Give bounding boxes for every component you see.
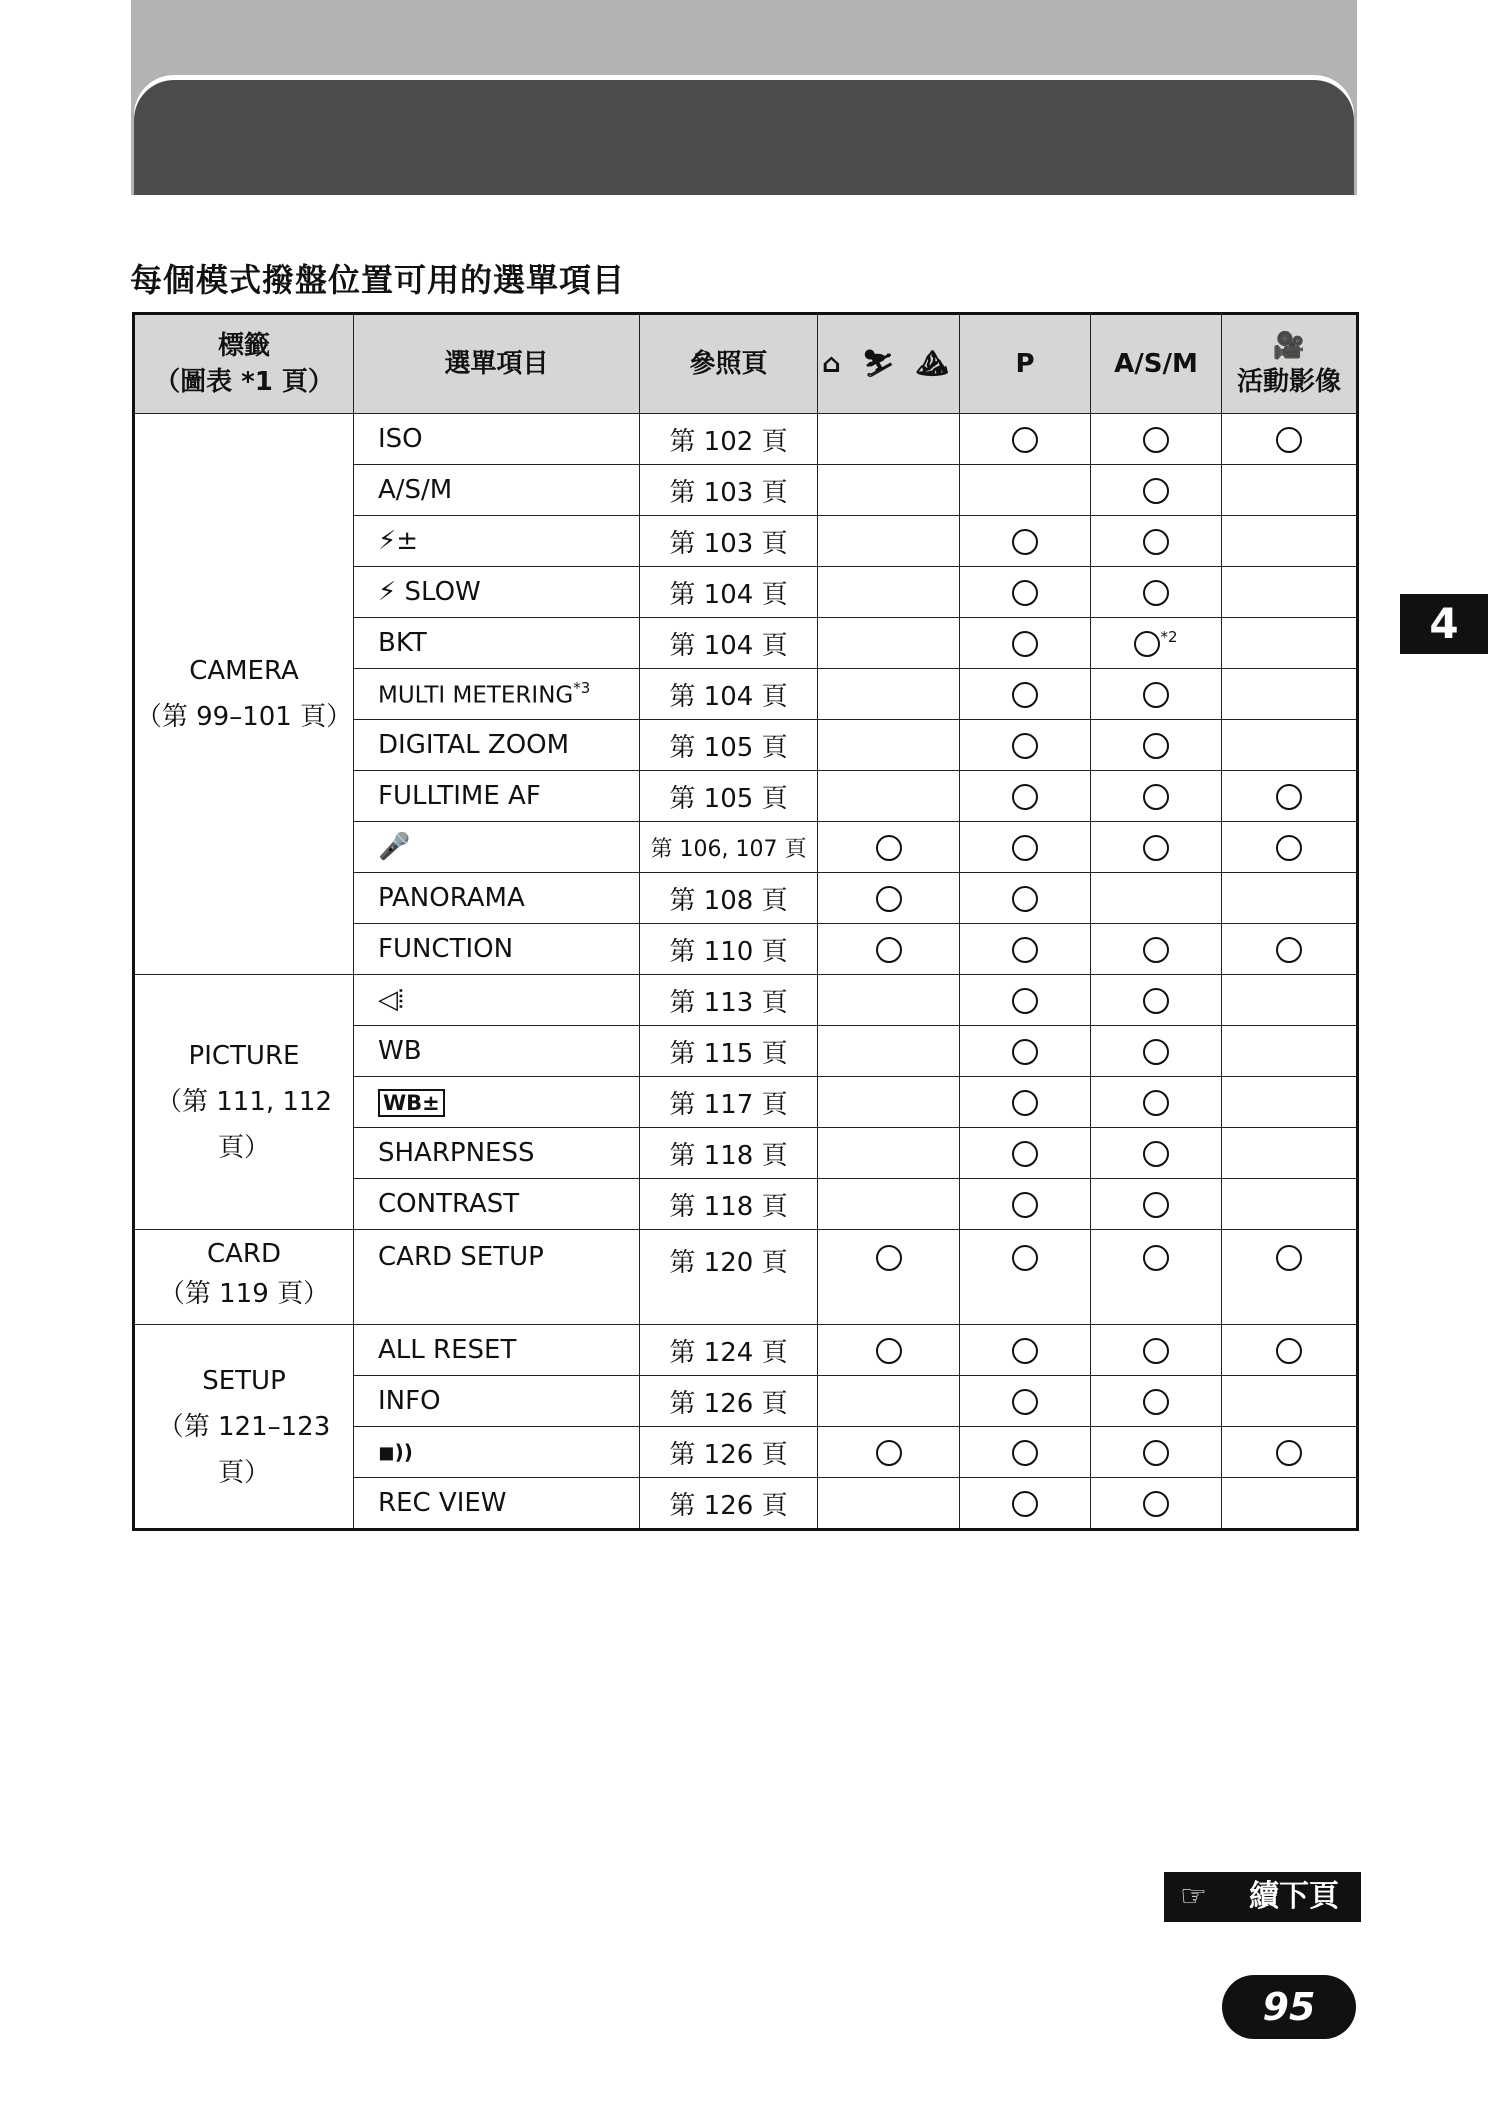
available-mark: [1143, 1491, 1169, 1517]
available-mark: [1276, 835, 1302, 861]
available-mark: [1143, 1389, 1169, 1415]
ref-page: 第 126 頁: [640, 1478, 818, 1530]
available-mark: [876, 1440, 902, 1466]
menu-item: BKT: [354, 618, 640, 669]
available-mark: [1276, 1245, 1302, 1271]
footnote-mark: *2: [1160, 627, 1178, 646]
available-mark: [1012, 886, 1038, 912]
menu-item: CARD SETUP: [354, 1230, 640, 1325]
continued-next-page: [1164, 1872, 1361, 1922]
image-quality-icon: ◁⦙: [354, 975, 640, 1026]
available-mark: [1276, 1440, 1302, 1466]
available-mark: [1012, 1491, 1038, 1517]
menu-item: REC VIEW: [354, 1478, 640, 1530]
menu-item: A/S/M: [354, 465, 640, 516]
available-mark: [1143, 529, 1169, 555]
available-mark: [1143, 1338, 1169, 1364]
available-mark: [1276, 784, 1302, 810]
ref-page: 第 108 頁: [640, 873, 818, 924]
available-mark: [876, 937, 902, 963]
available-mark: [1012, 1141, 1038, 1167]
available-mark: [1012, 682, 1038, 708]
continue-label: 續下頁: [1249, 1879, 1339, 1914]
available-mark: [1143, 1039, 1169, 1065]
available-mark: [1012, 427, 1038, 453]
ref-page: 第 113 頁: [640, 975, 818, 1026]
menu-item: CONTRAST: [354, 1179, 640, 1230]
header-p: P: [960, 314, 1091, 414]
table-row: [134, 414, 1358, 465]
menu-availability-table: [132, 312, 1359, 1531]
available-mark: [1143, 835, 1169, 861]
menu-item: PANORAMA: [354, 873, 640, 924]
available-mark: [1276, 937, 1302, 963]
menu-item: DIGITAL ZOOM: [354, 720, 640, 771]
flash-compensation-icon: ⚡±: [354, 516, 640, 567]
menu-item: SHARPNESS: [354, 1128, 640, 1179]
scene-mode-icons: ⌂ ⛷ ⛰: [822, 349, 955, 379]
available-mark: [1012, 784, 1038, 810]
movie-camera-icon: 🎥: [1272, 331, 1306, 361]
header-label: 標籤 （圖表 *1 頁）: [134, 314, 354, 414]
available-mark: [876, 835, 902, 861]
table-row: [134, 1325, 1358, 1376]
menu-item: MULTI METERING$^{*3}$: [354, 669, 640, 720]
group-card: CARD （第 119 頁）: [134, 1230, 354, 1325]
header-reference-page: 參照頁: [640, 314, 818, 414]
menu-item: FUNCTION: [354, 924, 640, 975]
available-mark: [1012, 937, 1038, 963]
header-scene-mode-icons: [818, 314, 960, 414]
available-mark: [1143, 427, 1169, 453]
microphone-icon: 🎤: [354, 822, 640, 873]
ref-page: 第 103 頁: [640, 465, 818, 516]
available-mark: [1012, 631, 1038, 657]
group-picture: PICTURE （第 111, 112 頁）: [134, 975, 354, 1230]
header-menu-item: 選單項目: [354, 314, 640, 414]
pointing-hand-icon: ☞: [1180, 1879, 1207, 1914]
table-row: [134, 1230, 1358, 1325]
available-mark: [876, 1245, 902, 1271]
available-mark: [1012, 835, 1038, 861]
table-row: [134, 975, 1358, 1026]
available-mark: [876, 886, 902, 912]
ref-page: 第 126 頁: [640, 1427, 818, 1478]
ref-page: 第 117 頁: [640, 1077, 818, 1128]
group-camera: CAMERA （第 99–101 頁）: [134, 414, 354, 975]
menu-item: ⚡ SLOW: [354, 567, 640, 618]
available-mark: [1012, 529, 1038, 555]
ref-page: 第 118 頁: [640, 1179, 818, 1230]
table-header-row: [134, 314, 1358, 414]
available-mark: [1012, 1090, 1038, 1116]
section-title: 每個模式撥盤位置可用的選單項目: [130, 261, 626, 299]
ref-page: 第 120 頁: [640, 1230, 818, 1325]
ref-page: 第 124 頁: [640, 1325, 818, 1376]
available-mark: [1143, 1192, 1169, 1218]
ref-page: 第 102 頁: [640, 414, 818, 465]
available-mark: [1276, 1338, 1302, 1364]
available-mark: [1012, 1338, 1038, 1364]
ref-page: 第 110 頁: [640, 924, 818, 975]
available-mark: [1276, 427, 1302, 453]
menu-item: ISO: [354, 414, 640, 465]
available-mark: [1143, 1440, 1169, 1466]
available-mark: [1143, 733, 1169, 759]
ref-page: 第 103 頁: [640, 516, 818, 567]
available-mark: [876, 1338, 902, 1364]
available-mark: [1143, 1245, 1169, 1271]
ref-page: 第 104 頁: [640, 567, 818, 618]
available-mark: [1143, 682, 1169, 708]
menu-item: ALL RESET: [354, 1325, 640, 1376]
header-band-dark: [134, 80, 1354, 195]
menu-item: FULLTIME AF: [354, 771, 640, 822]
menu-item: WB: [354, 1026, 640, 1077]
available-mark: [1012, 1192, 1038, 1218]
page-number: 95: [1222, 1975, 1356, 2039]
menu-item: INFO: [354, 1376, 640, 1427]
footnote-mark: *3: [573, 678, 591, 697]
available-mark: [1143, 988, 1169, 1014]
ref-page: 第 104 頁: [640, 669, 818, 720]
available-mark: [1012, 1039, 1038, 1065]
available-mark: [1143, 784, 1169, 810]
available-mark: [1143, 1141, 1169, 1167]
ref-page: 第 105 頁: [640, 720, 818, 771]
available-mark: [1012, 1245, 1038, 1271]
available-mark: [1012, 580, 1038, 606]
ref-page: 第 105 頁: [640, 771, 818, 822]
available-mark: [1012, 988, 1038, 1014]
available-mark: [1134, 631, 1160, 657]
ref-page: 第 104 頁: [640, 618, 818, 669]
available-mark: [1012, 1440, 1038, 1466]
chapter-tab: 4: [1400, 594, 1488, 654]
ref-page: 第 115 頁: [640, 1026, 818, 1077]
ref-page: 第 126 頁: [640, 1376, 818, 1427]
ref-page: 第 106, 107 頁: [640, 822, 818, 873]
beep-sound-icon: ◼)): [354, 1427, 640, 1478]
available-mark: [1012, 733, 1038, 759]
ref-page: 第 118 頁: [640, 1128, 818, 1179]
group-setup: SETUP （第 121–123 頁）: [134, 1325, 354, 1530]
available-mark: [1143, 937, 1169, 963]
header-movie: 🎥 活動影像: [1222, 314, 1358, 414]
wb-compensation-icon: WB±: [354, 1077, 640, 1128]
available-mark: [1143, 1090, 1169, 1116]
available-mark: [1012, 1389, 1038, 1415]
header-asm: A/S/M: [1091, 314, 1222, 414]
available-mark: [1143, 580, 1169, 606]
available-mark: [1143, 478, 1169, 504]
